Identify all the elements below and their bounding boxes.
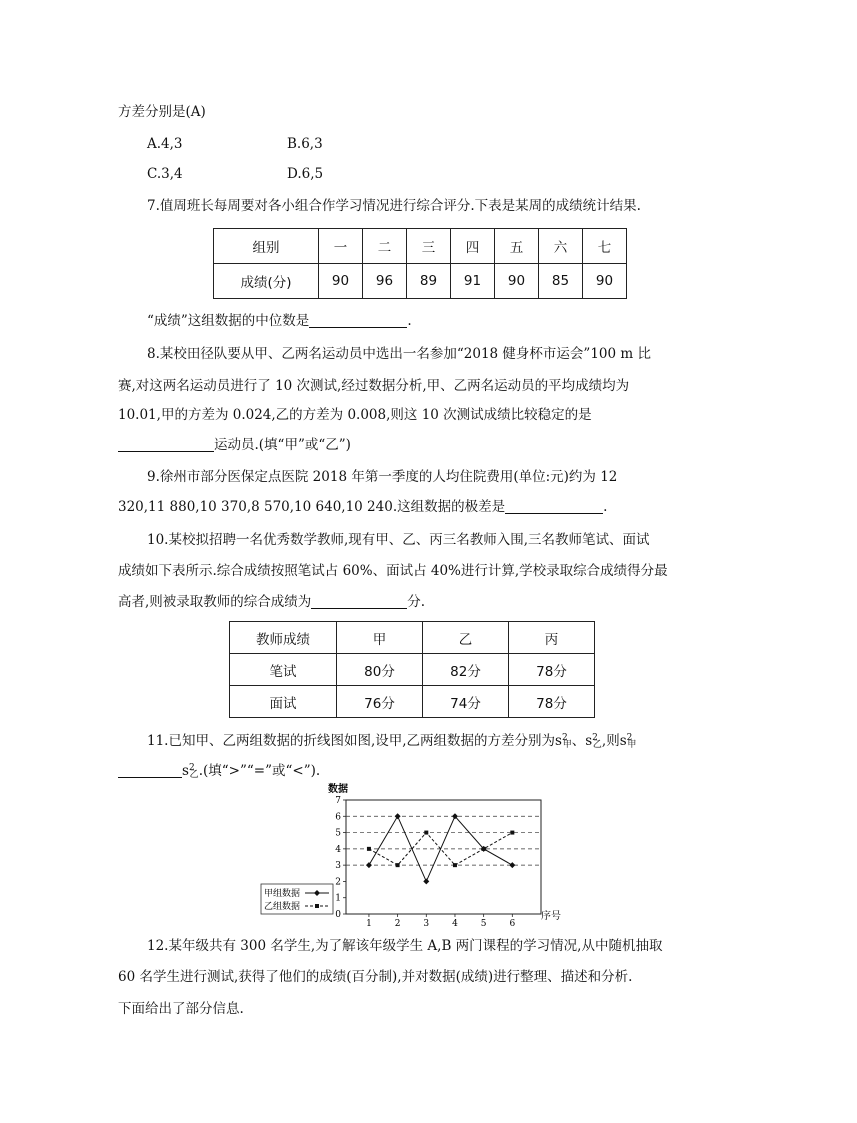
cell: 甲 xyxy=(337,622,423,654)
q10-tail: 分. xyxy=(407,594,426,610)
legend-jia-label: 甲组数据 xyxy=(264,889,301,899)
q9-period: . xyxy=(603,499,608,515)
cell: 85 xyxy=(539,264,583,299)
cell: 丙 xyxy=(509,622,595,654)
sub: 甲 xyxy=(562,740,572,750)
question-10-line1: 10.某校拟招聘一名优秀数学教师,现有甲、乙、丙三名教师入围,三名教师笔试、面试 xyxy=(147,532,650,548)
series-yi-point xyxy=(424,831,428,835)
x-tick-label: 3 xyxy=(423,919,430,929)
y-tick-label: 5 xyxy=(335,828,341,839)
question-8-line4 xyxy=(118,435,688,455)
sup: 2 xyxy=(188,763,195,773)
series-yi-point xyxy=(453,863,457,867)
cell: 74分 xyxy=(423,686,509,718)
legend-yi-marker xyxy=(315,904,319,908)
q7-text: “成绩”这组数据的中位数是 xyxy=(147,313,310,329)
question-11-line1 xyxy=(147,728,717,755)
cell: 一 xyxy=(319,229,363,264)
cell: 七 xyxy=(583,229,627,264)
series-jia-point xyxy=(423,878,429,884)
question-12-line1: 12.某年级共有 300 名学生,为了解该年级学生 A,B 两门课程的学习情况,从中随机抽取 xyxy=(147,938,663,954)
score-table xyxy=(213,228,627,299)
q9-text: 320,11 880,10 370,8 570,10 640,10 240.这组数据的极差是 xyxy=(118,499,506,515)
series-jia-point xyxy=(395,813,401,819)
q11-text: 11.已知甲、乙两组数据的折线图如图,设甲,乙两组数据的方差分别为s xyxy=(147,733,562,749)
q8-tail: 运动员.(填“甲”或“乙”) xyxy=(214,437,351,453)
question-8-line1: 8.某校田径队要从甲、乙两名运动员中选出一名参加“2018 健身杯市运会”100 m 比 xyxy=(147,346,651,362)
teacher-score-table xyxy=(229,621,595,718)
series-jia-point xyxy=(366,862,372,868)
cell: 90 xyxy=(319,264,363,299)
answer-blank[interactable] xyxy=(505,499,603,514)
cell: 78分 xyxy=(509,686,595,718)
cell: 二 xyxy=(363,229,407,264)
series-yi-point xyxy=(510,831,514,835)
x-tick-label: 1 xyxy=(366,919,372,929)
question-12-line2: 60 名学生进行测试,获得了他们的成绩(百分制),并对数据(成绩)进行整理、描述和分析. xyxy=(118,969,633,985)
cell: 成绩(分) xyxy=(214,264,319,299)
option-b: B.6,3 xyxy=(287,136,323,152)
question-7-blank-line xyxy=(147,311,717,331)
x-tick-label: 6 xyxy=(509,919,516,929)
cell: 96 xyxy=(363,264,407,299)
sup: 2 xyxy=(626,733,633,743)
cell: 乙 xyxy=(423,622,509,654)
y-tick-label: 2 xyxy=(335,877,341,888)
cell: 五 xyxy=(495,229,539,264)
series-yi-point xyxy=(482,847,486,851)
cell: 89 xyxy=(407,264,451,299)
q11-comma: 、s xyxy=(571,733,593,749)
cell: 组别 xyxy=(214,229,319,264)
answer-blank[interactable] xyxy=(311,594,407,609)
line-chart xyxy=(258,782,561,930)
y-tick-label: 1 xyxy=(335,893,341,904)
cell: 80分 xyxy=(337,654,423,686)
x-tick-label: 2 xyxy=(394,919,401,929)
sub: 乙 xyxy=(592,740,602,750)
cell: 91 xyxy=(451,264,495,299)
cell: 78分 xyxy=(509,654,595,686)
series-jia-point xyxy=(509,862,515,868)
y-tick-label: 7 xyxy=(335,796,341,806)
y-tick-label: 3 xyxy=(335,861,341,872)
x-tick-label: 4 xyxy=(452,919,458,929)
question-9-line2 xyxy=(118,497,688,517)
question-10-line2: 成绩如下表所示.综合成绩按照笔试占 60%、面试占 40%进行计算,学校录取综合成绩得分最 xyxy=(118,563,668,579)
sup: 2 xyxy=(592,733,598,743)
q10-text: 高者,则被录取教师的综合成绩为 xyxy=(118,594,312,610)
y-tick-label: 6 xyxy=(335,812,341,823)
cell: 笔试 xyxy=(230,654,337,686)
question-8-line3: 10.01,甲的方差为 0.024,乙的方差为 0.008,则这 10 次测试成绩比较稳定的是 xyxy=(118,407,592,423)
score-table-row xyxy=(214,264,627,299)
cell: 90 xyxy=(495,264,539,299)
x-axis-label: 序号 xyxy=(541,911,561,922)
sup: 2 xyxy=(561,733,568,743)
score-table-header xyxy=(214,229,627,264)
sub: 乙 xyxy=(189,770,199,780)
q11-tail: .(填“>”“=”或“<”). xyxy=(198,763,321,779)
series-yi-point xyxy=(396,863,400,867)
line-variance-answer: 方差分别是(A) xyxy=(118,104,206,120)
cell: 82分 xyxy=(423,654,509,686)
question-7: 7.值周班长每周要对各小组合作学习情况进行综合评分.下表是某周的成绩统计结果. xyxy=(147,198,641,214)
y-tick-label: 4 xyxy=(335,844,341,855)
question-10-line3 xyxy=(118,592,688,612)
series-yi-point xyxy=(367,847,371,851)
cell: 76分 xyxy=(337,686,423,718)
question-9-line1: 9.徐州市部分医保定点医院 2018 年第一季度的人均住院费用(单位:元)约为 12 xyxy=(147,469,618,485)
plot-frame xyxy=(346,800,541,914)
answer-blank[interactable] xyxy=(309,313,407,328)
teacher-table-row xyxy=(230,654,595,686)
cell: 90 xyxy=(583,264,627,299)
question-12-line3: 下面给出了部分信息. xyxy=(118,1001,244,1017)
cell: 面试 xyxy=(230,686,337,718)
cell: 教师成绩 xyxy=(230,622,337,654)
cell: 三 xyxy=(407,229,451,264)
teacher-table-row xyxy=(230,686,595,718)
legend-yi-label: 乙组数据 xyxy=(264,902,301,912)
q11-then: ,则s xyxy=(601,733,627,749)
answer-blank[interactable] xyxy=(118,437,214,452)
option-a: A.4,3 xyxy=(147,136,183,152)
q11-s: s xyxy=(182,763,189,779)
question-11-line2 xyxy=(118,758,688,785)
legend xyxy=(261,884,333,914)
option-c: C.3,4 xyxy=(147,166,183,182)
q7-period: . xyxy=(407,313,412,329)
y-tick-label: 0 xyxy=(335,910,341,920)
cell: 六 xyxy=(539,229,583,264)
x-tick-label: 5 xyxy=(480,919,487,929)
question-8-line2: 赛,对这两名运动员进行了 10 次测试,经过数据分析,甲、乙两名运动员的平均成绩均为 xyxy=(118,378,630,394)
sub: 甲 xyxy=(627,740,637,750)
y-axis-label: 数据 xyxy=(328,784,348,795)
teacher-table-header xyxy=(230,622,595,654)
option-d: D.6,5 xyxy=(287,166,324,182)
cell: 四 xyxy=(451,229,495,264)
answer-blank[interactable] xyxy=(118,763,182,778)
